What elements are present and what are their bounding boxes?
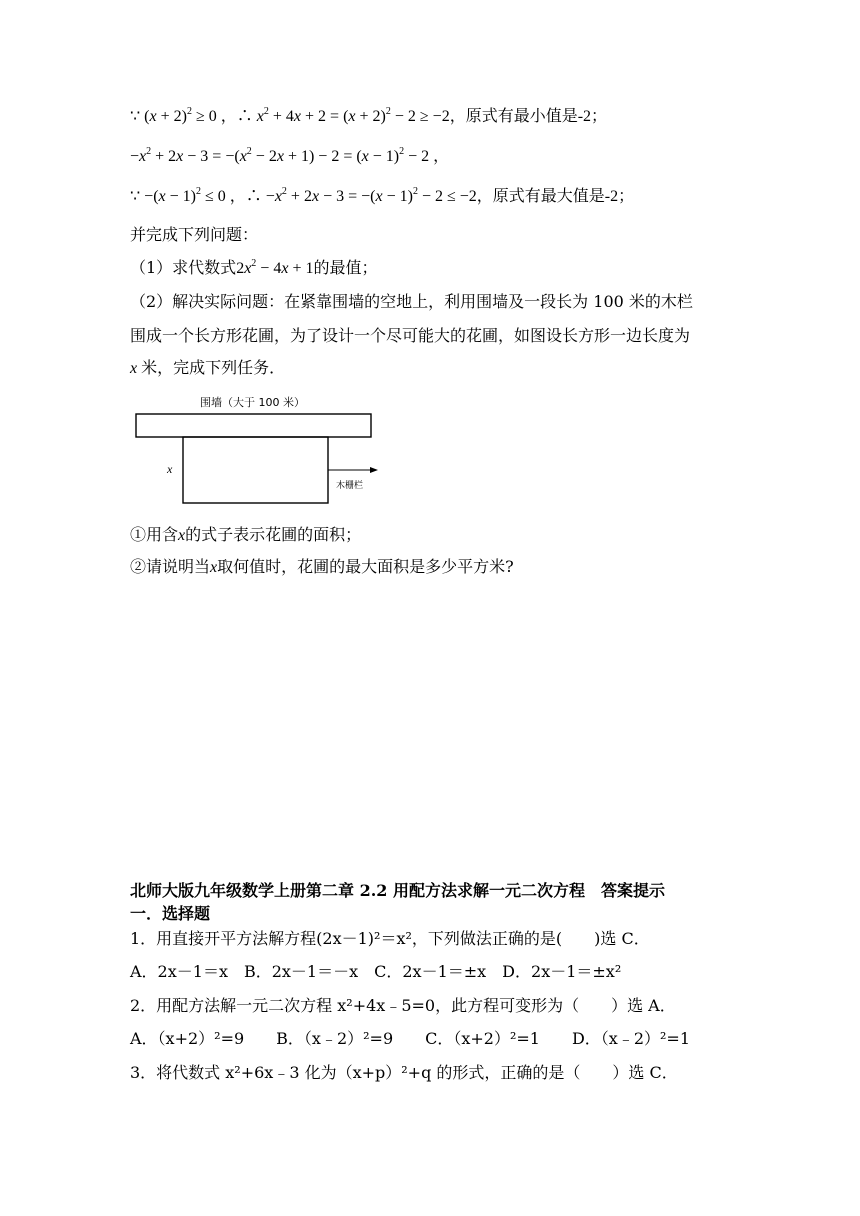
answer-q2-options: A．（x+2）²=9 B．（x﹣2）²=9 C．（x+2）²=1 D．（x﹣2）²=1 (130, 1029, 691, 1048)
derivation-line-2: $-x^2 + 2x - 3 = -(x^2 - 2x + 1) - 2 = (x - 1)^2 - 2$ ， (130, 146, 450, 165)
question-2-line-1: （2）解决实际问题：在紧靠围墙的空地上，利用围墙及一段长为 100 米的木栏 (130, 292, 693, 311)
answer-q1: 1．用直接开平方法解方程(2x－1)²＝x²，下列做法正确的是( )选 C． (130, 929, 650, 948)
task-2 (130, 557, 514, 578)
q1-suffix: 的最值； (313, 258, 378, 277)
line1-suffix: ，原式有最小值是-2； (449, 108, 608, 125)
q1-expression: $2x^2 - 4x + 1$ (236, 258, 314, 277)
task1-prefix: ①用含 (130, 525, 179, 544)
variable-x: x (130, 360, 138, 377)
garden-rect (183, 437, 328, 503)
answers-title: 北师大版九年级数学上册第二章 2.2 用配方法求解一元二次方程 答案提示 (130, 881, 665, 900)
line3-suffix: ，原式有最大值是-2； (476, 188, 635, 205)
task2-x: x (210, 559, 218, 576)
side-label-x: x (167, 462, 173, 476)
question-2-line-2: 围成一个长方形花圃，为了设计一个尽可能大的花圃，如图设长方形一边长度为 (130, 326, 691, 345)
answer-q1-options: A．2x－1＝x B．2x－1＝－x C．2x－1＝±x D．2x－1＝±x² (130, 962, 622, 981)
fence-arrow-head (370, 467, 378, 473)
derivation-line-3: ∵ $-(x - 1)^2 \le 0$ ，∴ $-x^2 + 2x - 3 = -(x - 1)^2 - 2 \le -2$，原式有最大值是-2； (130, 186, 635, 205)
task2-suffix: 取何值时，花圃的最大面积是多少平方米? (217, 557, 514, 576)
question-2-line-3 (130, 358, 285, 379)
task2-prefix: ②请说明当 (130, 557, 211, 576)
answer-q3: 3．将代数式 x²+6x﹣3 化为（x+p）²+q 的形式，正确的是（ ）选 C． (130, 1063, 678, 1082)
intro-text: 并完成下列问题： (130, 225, 259, 244)
wall-label: 围墙（大于 100 米） (200, 396, 305, 409)
fence-label: 木栅栏 (336, 481, 364, 491)
answers-section-heading: 一．选择题 (130, 904, 211, 923)
q2-line3-suffix: 米，完成下列任务． (141, 358, 286, 377)
garden-diagram (130, 390, 390, 515)
question-1 (130, 258, 377, 279)
q1-prefix: （1）求代数式 (130, 258, 237, 277)
answer-q2: 2．用配方法解一元二次方程 x²+4x﹣5=0，此方程可变形为（ ）选 A． (130, 996, 676, 1015)
wall-rect (136, 414, 371, 437)
derivation-line-1: ∵ $(x + 2)^2 \ge 0$ ，∴ $x^2 + 4x + 2 = (x + 2)^2 - 2 \ge -2$，原式有最小值是-2； (130, 106, 608, 125)
task1-x: x (178, 527, 186, 544)
task1-suffix: 的式子表示花圃的面积； (185, 525, 362, 544)
task-1 (130, 525, 361, 546)
